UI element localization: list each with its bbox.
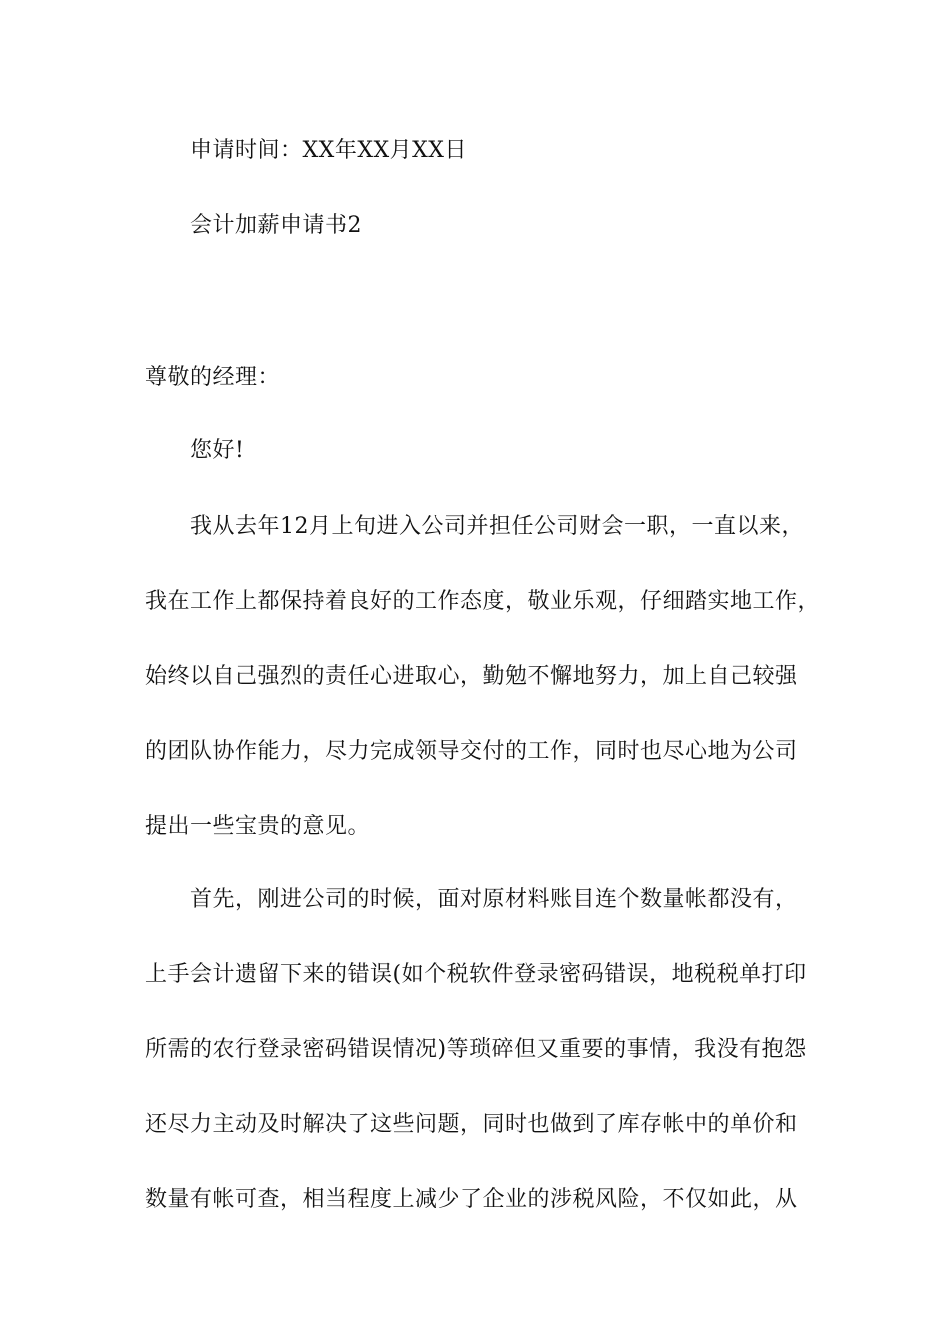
paragraph1-line: 我在工作上都保持着良好的工作态度，敬业乐观，仔细踏实地工作， bbox=[145, 589, 821, 614]
document-heading: 会计加薪申请书2 bbox=[190, 213, 362, 238]
paragraph1-line: 提出一些宝贵的意见。 bbox=[145, 814, 371, 839]
salutation: 尊敬的经理： bbox=[145, 365, 281, 390]
paragraph2-line: 数量有帐可查，相当程度上减少了企业的涉税风险，不仅如此，从 bbox=[145, 1187, 798, 1212]
paragraph2-line: 还尽力主动及时解决了这些问题，同时也做到了库存帐中的单价和 bbox=[145, 1112, 798, 1137]
paragraph1-line: 始终以自己强烈的责任心进取心，勤勉不懈地努力，加上自己较强 bbox=[145, 664, 798, 689]
application-date: 申请时间：XX年XX月XX日 bbox=[190, 138, 467, 163]
paragraph1-line: 我从去年12月上旬进入公司并担任公司财会一职，一直以来， bbox=[190, 514, 804, 539]
paragraph2-line: 上手会计遗留下来的错误(如个税软件登录密码错误，地税税单打印 bbox=[145, 962, 807, 987]
greeting: 您好! bbox=[190, 438, 245, 463]
paragraph1-line: 的团队协作能力，尽力完成领导交付的工作，同时也尽心地为公司 bbox=[145, 739, 798, 764]
paragraph2-line: 所需的农行登录密码错误情况)等琐碎但又重要的事情，我没有抱怨 bbox=[145, 1037, 807, 1062]
paragraph2-line: 首先，刚进公司的时候，面对原材料账目连个数量帐都没有， bbox=[190, 887, 798, 912]
